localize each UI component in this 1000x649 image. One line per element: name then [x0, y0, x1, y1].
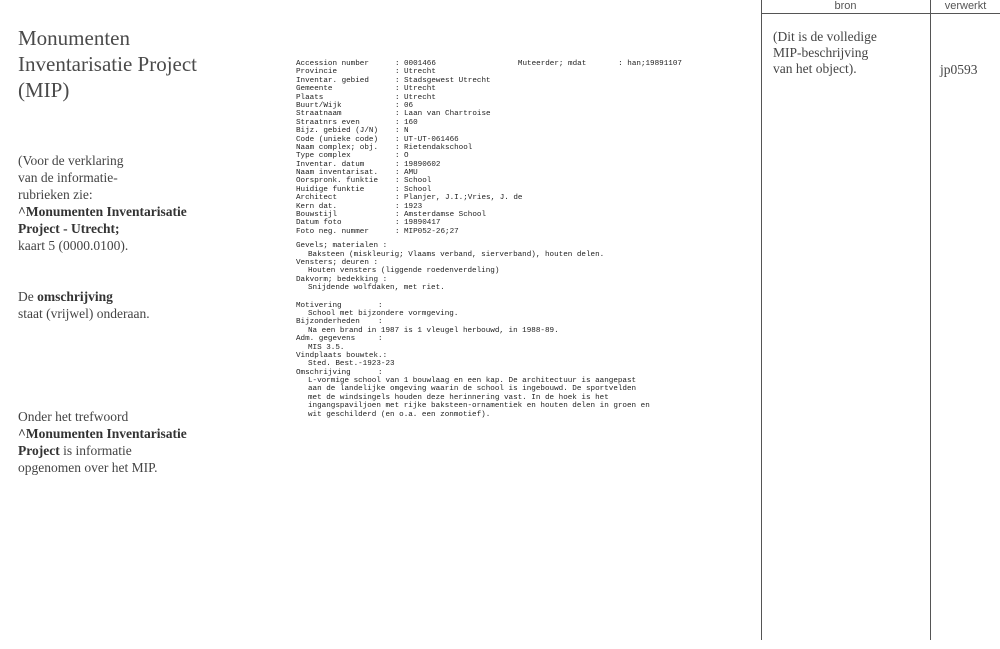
- record-sections-materials: [296, 242, 756, 292]
- note-line: (Voor de verklaring: [18, 153, 124, 168]
- page-title: Monumenten Inventarisatie Project (MIP): [18, 26, 198, 102]
- section-text: Baksteen (miskleurig; Vlaams verband, sierverband), houten delen.: [308, 250, 605, 259]
- field-label: Type complex: [296, 152, 351, 161]
- field-label: Naam inventarisat.: [296, 169, 379, 178]
- record-field-row: [296, 194, 756, 202]
- bron-line: MIP-beschrijving: [773, 45, 869, 60]
- note-line: opgenomen over het MIP.: [18, 460, 158, 475]
- field-value: Planjer, J.I.;Vries, J. de: [404, 194, 523, 203]
- field-value: School: [404, 177, 432, 186]
- field-value: Stadsgewest Utrecht: [404, 76, 491, 85]
- field-value: School: [404, 185, 432, 194]
- field-value: Utrecht: [404, 85, 436, 94]
- section-text: wit geschilderd (en o.a. een zonmotief).: [308, 410, 491, 419]
- record-fields: [296, 60, 756, 236]
- record-field-row: [296, 110, 756, 118]
- field-separator: :: [395, 76, 400, 85]
- record-field-row: [296, 203, 756, 211]
- section-text: Snijdende wolfdaken, met riet.: [308, 284, 445, 293]
- section-text: met de windsingels houden deze herinnering vast. In de hoek is het: [308, 393, 609, 402]
- section-text: Houten vensters (liggende roedenverdeling): [308, 267, 500, 276]
- field-label: Buurt/Wijk: [296, 101, 342, 110]
- record-field-row: [296, 144, 756, 152]
- section-text: Na een brand in 1987 is 1 vleugel herbouwd, in 1988-89.: [308, 326, 559, 335]
- section-text: L-vormige school van 1 bouwlaag en een kap. De architectuur is aangepast: [308, 377, 637, 386]
- field-separator: :: [395, 118, 400, 127]
- field-separator: :: [395, 211, 400, 220]
- record-field-row: [296, 219, 756, 227]
- record-field-row: [296, 186, 756, 194]
- field-label: Straatnrs even: [296, 118, 360, 127]
- column-divider-left: [761, 0, 762, 640]
- field-separator: :: [395, 202, 400, 211]
- note-line: Project is informatie: [18, 443, 132, 458]
- bron-line: van het object).: [773, 61, 857, 76]
- field-label: Huidige funktie: [296, 185, 365, 194]
- field-value: 0001466: [404, 60, 436, 68]
- field-label: Accession number: [296, 60, 369, 68]
- field-extra: Muteerder; mdat : han;19891107: [517, 60, 682, 68]
- field-label: Straatnaam: [296, 110, 342, 119]
- field-separator: :: [395, 143, 400, 152]
- field-label: Bouwstijl: [296, 211, 338, 220]
- field-value: 1923: [404, 202, 423, 211]
- section-heading: Dakvorm; bedekking :: [296, 275, 388, 284]
- field-separator: :: [395, 194, 400, 203]
- field-separator: :: [395, 101, 400, 110]
- field-value: Utrecht: [404, 68, 436, 77]
- field-separator: :: [395, 68, 400, 77]
- verwerkt-header: verwerkt: [944, 0, 987, 12]
- field-label: Foto neg. nummer: [296, 227, 369, 236]
- record-field-row: [296, 119, 756, 127]
- field-value: Laan van Chartroise: [404, 110, 491, 119]
- record-field-row: [296, 228, 756, 236]
- note-description-location: [18, 288, 243, 322]
- field-label: Kern dat.: [296, 202, 338, 211]
- field-separator: :: [395, 152, 400, 161]
- section-text: aan de landelijke omgeving waarin de school is ingebouwd. De sportvelden: [308, 385, 637, 394]
- section-heading: Motivering :: [296, 301, 383, 310]
- note-bold-line: ^Monumenten Inventarisatie: [18, 204, 187, 219]
- field-separator: :: [395, 219, 400, 228]
- record-field-row: [296, 211, 756, 219]
- bron-text: [773, 29, 923, 77]
- field-value: 06: [404, 101, 414, 110]
- record-field-row: [296, 127, 756, 135]
- record-field-row: [296, 94, 756, 102]
- field-label: Plaats: [296, 93, 324, 102]
- bron-line: (Dit is de volledige: [773, 29, 877, 44]
- field-value: 19890602: [404, 160, 441, 169]
- field-label: Code (unieke code): [296, 135, 379, 144]
- field-separator: :: [395, 127, 400, 136]
- section-heading: Vindplaats bouwtek.:: [296, 351, 388, 360]
- section-text: MIS 3.5.: [308, 343, 345, 352]
- record-sections-description: [296, 302, 756, 419]
- field-value: Amsterdamse School: [404, 211, 487, 220]
- note-bold-line: Project - Utrecht;: [18, 221, 120, 236]
- record-field-row: [296, 136, 756, 144]
- note-legend-reference: [18, 152, 243, 254]
- field-separator: :: [395, 185, 400, 194]
- record-field-row: [296, 161, 756, 169]
- record-field-row: [296, 85, 756, 93]
- note-line: De omschrijving: [18, 289, 113, 304]
- field-value: N: [404, 127, 409, 136]
- record-field-row: [296, 177, 756, 185]
- section-heading: Bijzonderheden :: [296, 318, 383, 327]
- verwerkt-code: jp0593: [940, 62, 978, 77]
- field-separator: :: [395, 85, 400, 94]
- section-text: Sted. Best.-1923-23: [308, 360, 395, 369]
- note-bold-line: ^Monumenten Inventarisatie: [18, 426, 187, 441]
- record-field-row: [296, 60, 756, 68]
- field-value: 160: [404, 118, 418, 127]
- field-label: Inventar. datum: [296, 160, 365, 169]
- header-divider: [761, 13, 1000, 14]
- field-label: Oorspronk. funktie: [296, 177, 379, 186]
- note-line: van de informatie-: [18, 170, 118, 185]
- note-keyword: [18, 408, 243, 476]
- field-value: UT-UT-061466: [404, 135, 459, 144]
- record-field-row: [296, 152, 756, 160]
- note-line: rubrieken zie:: [18, 187, 93, 202]
- field-separator: :: [395, 177, 400, 186]
- record-field-row: [296, 169, 756, 177]
- section-heading: Adm. gegevens :: [296, 335, 383, 344]
- field-value: Utrecht: [404, 93, 436, 102]
- section-heading: Gevels; materialen :: [296, 242, 388, 251]
- field-label: Naam complex; obj.: [296, 143, 379, 152]
- field-value: 19890417: [404, 219, 441, 228]
- left-column: [18, 25, 238, 103]
- field-separator: :: [395, 110, 400, 119]
- field-label: Bijz. gebied (J/N): [296, 127, 379, 136]
- field-label: Inventar. gebied: [296, 76, 369, 85]
- field-separator: :: [395, 227, 400, 236]
- note-line: Onder het trefwoord: [18, 409, 129, 424]
- field-label: Architect: [296, 194, 338, 203]
- field-value: MIP052-26;27: [404, 227, 459, 236]
- field-label: Gemeente: [296, 85, 333, 94]
- field-separator: :: [395, 93, 400, 102]
- section-heading: Vensters; deuren :: [296, 258, 379, 267]
- field-label: Provincie: [296, 68, 338, 77]
- field-separator: :: [395, 169, 400, 178]
- field-label: Datum foto: [296, 219, 342, 228]
- note-line: staat (vrijwel) onderaan.: [18, 306, 150, 321]
- field-separator: :: [395, 160, 400, 169]
- field-value: AMU: [404, 169, 418, 178]
- record-field-row: [296, 102, 756, 110]
- field-value: Rietendakschool: [404, 143, 473, 152]
- field-separator: :: [395, 60, 400, 68]
- mip-record: [296, 60, 756, 419]
- section-text: School met bijzondere vormgeving.: [308, 309, 459, 318]
- column-divider-middle: [930, 0, 931, 640]
- section-text: ingangspaviljoen met rijke baksteen-ornamentiek en houten delen in groen en: [308, 402, 650, 411]
- record-field-row: [296, 68, 756, 76]
- note-line: kaart 5 (0000.0100).: [18, 238, 129, 253]
- bron-header: bron: [834, 0, 857, 12]
- record-field-row: [296, 77, 756, 85]
- field-value: O: [404, 152, 409, 161]
- section-heading: Omschrijving :: [296, 368, 383, 377]
- field-separator: :: [395, 135, 400, 144]
